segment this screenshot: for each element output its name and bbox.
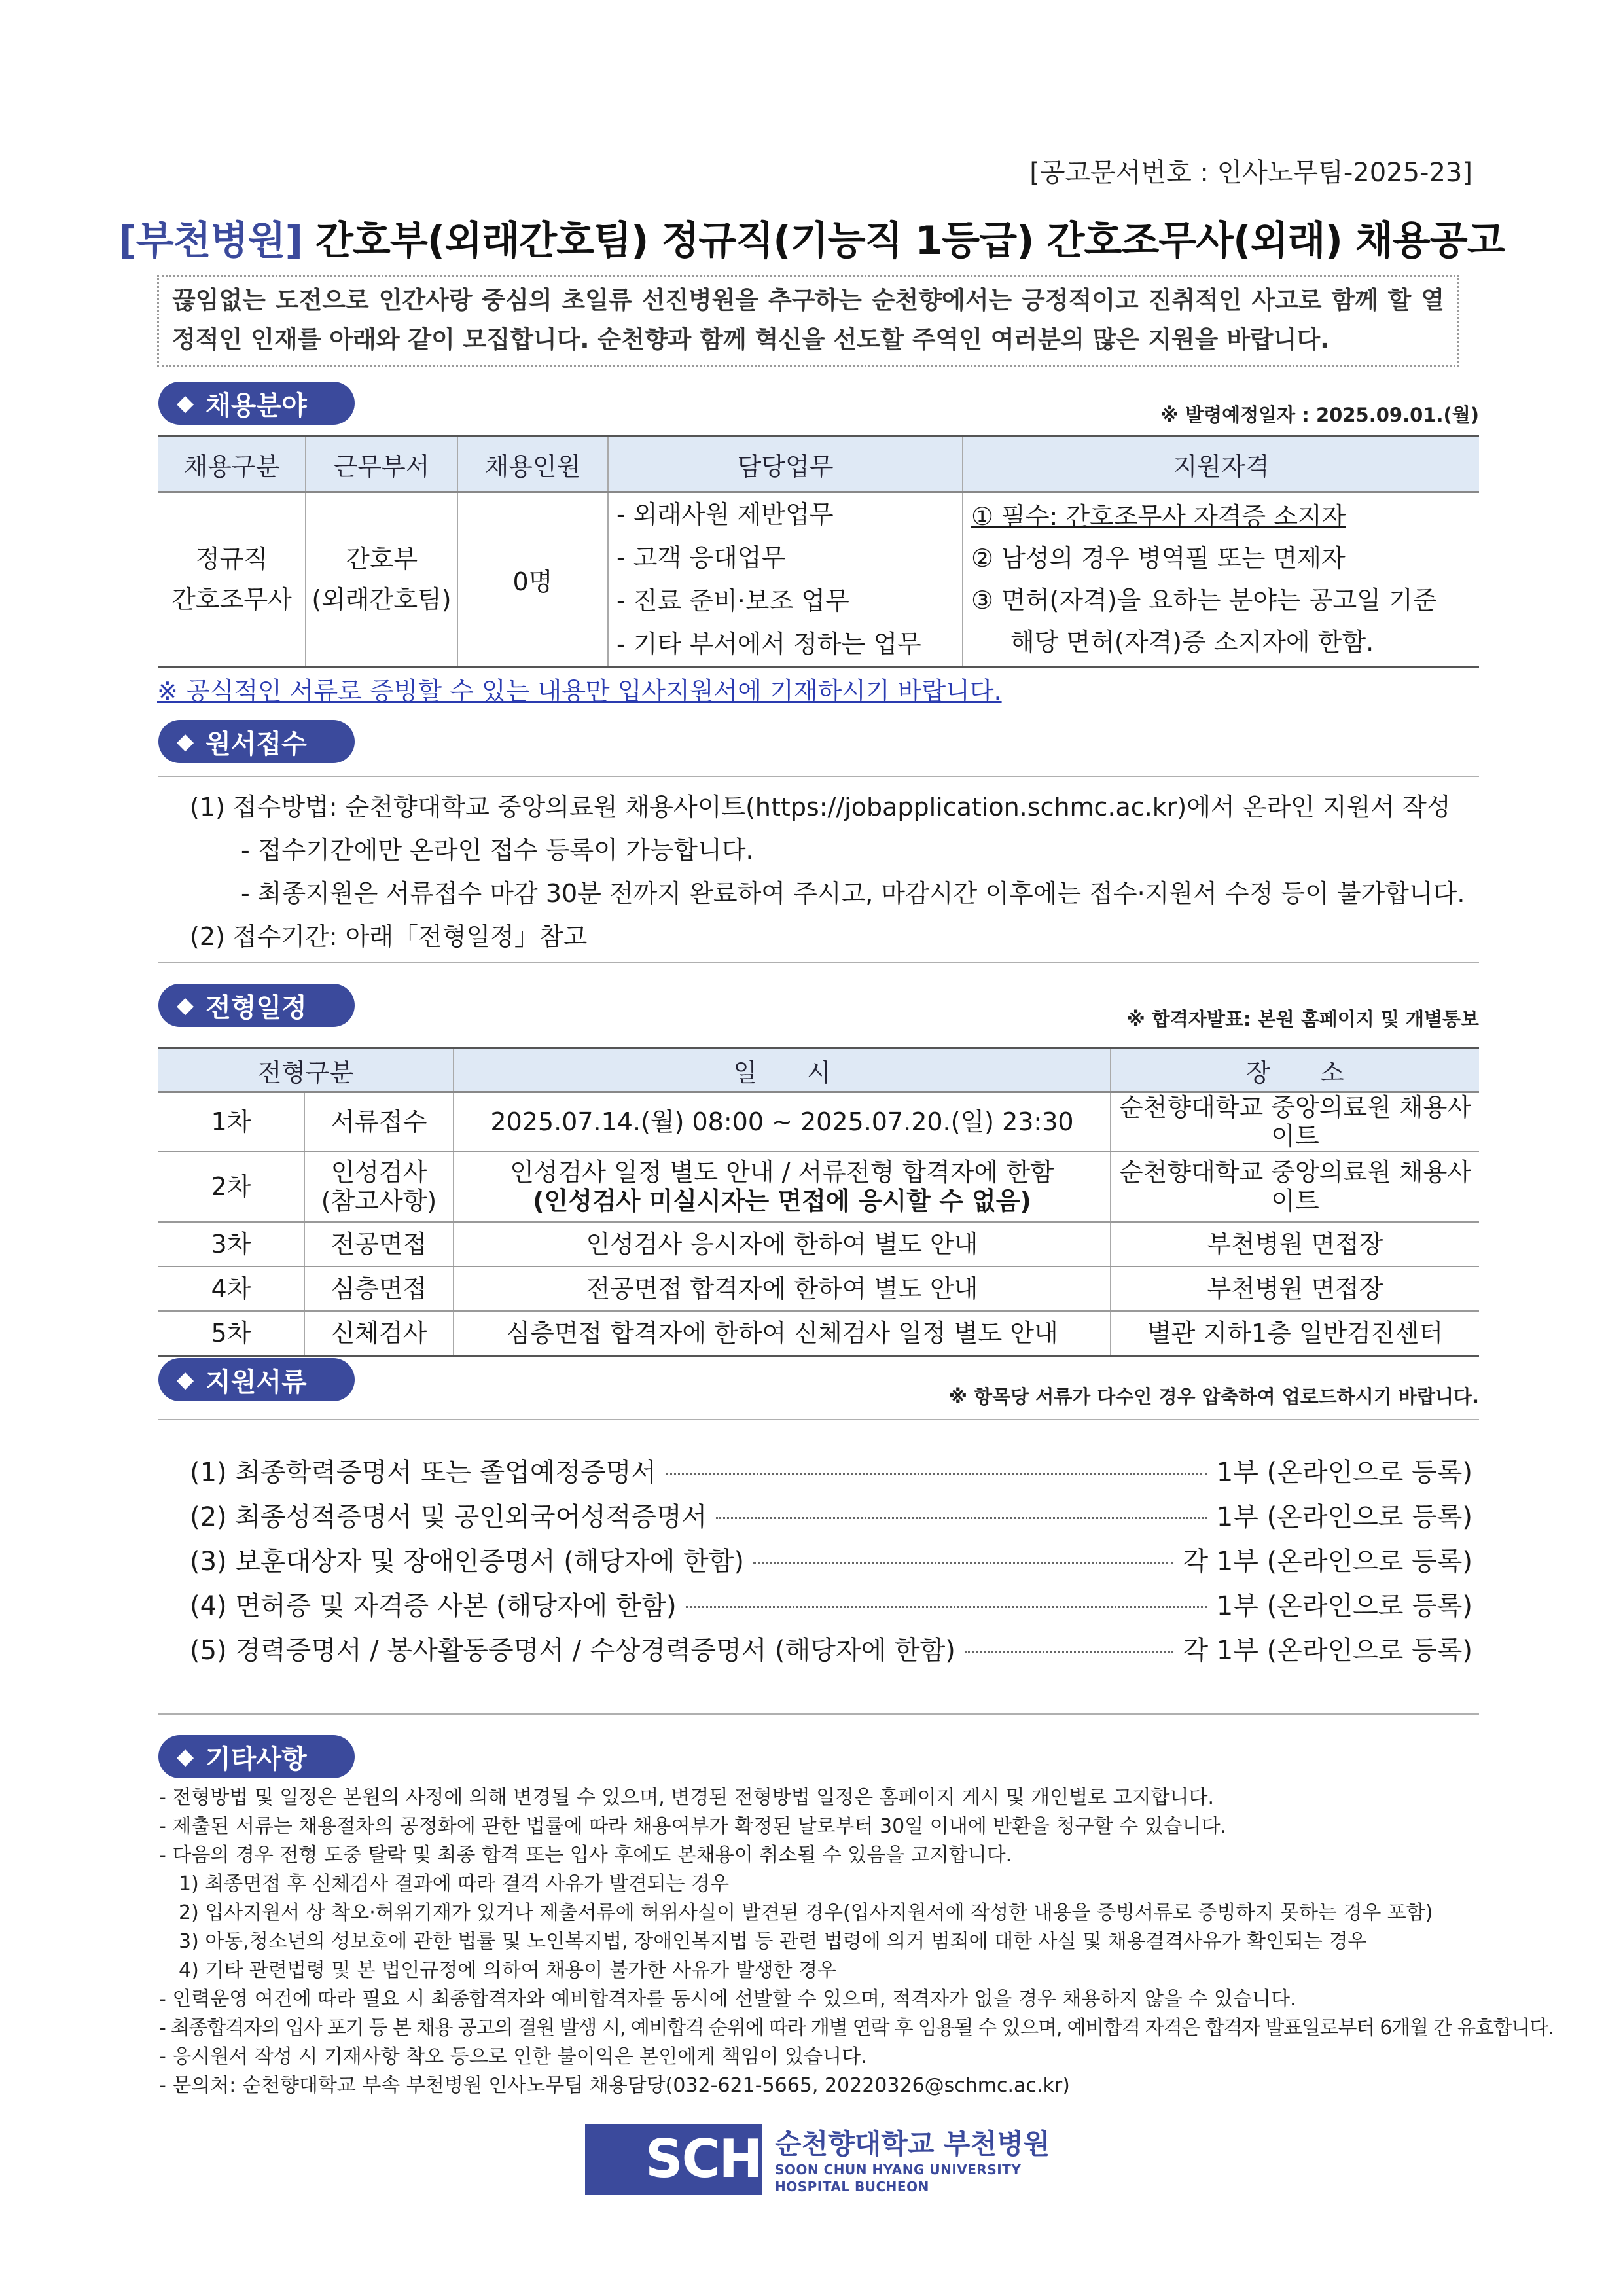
table-header-row	[158, 437, 1479, 492]
table-row: 5차 신체검사 심층면접 합격자에 한하여 신체검사 일정 별도 안내 별관 지하1층 일반검진센터	[158, 1311, 1479, 1356]
list-item: 4) 기타 관련법령 및 본 법인규정에 의하여 채용이 불가한 사유가 발생한 경우	[179, 1959, 837, 1982]
header-qualifications: 지원자격	[963, 437, 1479, 492]
table-row	[158, 492, 1479, 667]
list-item: (3) 보훈대상자 및 장애인증명서 (해당자에 한함) 각 1부 (온라인으로 등록)	[190, 1547, 1472, 1577]
list-item: (4) 면허증 및 자격증 사본 (해당자에 한함) 1부 (온라인으로 등록)	[190, 1591, 1472, 1621]
cell-qualifications: ① 필수: 간호조무사 자격증 소지자 ② 남성의 경우 병역필 또는 면제자 ③ 면허(자격)을 요하는 분야는 공고일 기준 해당 면허(자격)증 소지자에 한함.	[963, 492, 1479, 667]
logo-korean: 순천향대학교 부천병원	[775, 2128, 1050, 2160]
announcement-note: ※ 합격자발표: 본원 홈페이지 및 개별통보	[1126, 1008, 1479, 1030]
list-item: - 응시원서 작성 시 기재사항 착오 등으로 인한 불이익은 본인에게 책임이 있습니다.	[159, 2045, 867, 2068]
table-header-row	[158, 1049, 1479, 1092]
header-dept: 근무부서	[306, 437, 457, 492]
list-item: - 문의처: 순천향대학교 부속 부천병원 인사노무팀 채용담당(032-621-5665, 20220326@schmc.ac.kr)	[159, 2074, 1070, 2097]
application-details	[190, 785, 1465, 958]
list-item: - 다음의 경우 전형 도중 탈락 및 최종 합격 또는 입사 후에도 본채용이 취소될 수 있음을 고지합니다.	[159, 1844, 1012, 1867]
list-item: (5) 경력증명서 / 봉사활동증명서 / 수상경력증명서 (해당자에 한함) 각 1부 (온라인으로 등록)	[190, 1636, 1472, 1666]
diamond-icon: ◆	[177, 992, 194, 1018]
page-title	[0, 209, 1623, 266]
apply-note-1: - 접수기간에만 온라인 접수 등록이 가능합니다.	[241, 836, 754, 865]
header-datetime: 일 시	[454, 1049, 1111, 1092]
list-item: 1) 최종면접 후 신체검사 결과에 따라 결격 사유가 발견되는 경우	[179, 1873, 730, 1895]
compress-note: ※ 항목당 서류가 다수인 경우 압축하여 업로드하시기 바랍니다.	[948, 1386, 1479, 1408]
title-text: 간호부(외래간호팀) 정규직(기능직 1등급) 간호조무사(외래) 채용공고	[302, 218, 1505, 264]
schedule-table	[158, 1047, 1479, 1357]
list-item: - 인력운영 여건에 따라 필요 시 최종합격자와 예비합격자를 동시에 선발할 수 있으며, 적격자가 없을 경우 채용하지 않을 수 있습니다.	[159, 1988, 1296, 2011]
section-header-schedule: ◆ 전형일정	[158, 984, 355, 1027]
header-place: 장 소	[1111, 1049, 1479, 1092]
logo-mark: SCH	[585, 2124, 762, 2195]
header-type: 채용구분	[158, 437, 306, 492]
diamond-icon: ◆	[177, 1367, 194, 1393]
cell-count: 0명	[457, 492, 608, 667]
list-item: - 제출된 서류는 채용절차의 공정화에 관한 법률에 따라 채용여부가 확정된 날로부터 30일 이내에 반환을 청구할 수 있습니다.	[159, 1815, 1227, 1838]
header-stage: 전형구분	[158, 1049, 454, 1092]
title-hospital: [부천병원]	[118, 218, 303, 264]
table-row: 3차 전공면접 인성검사 응시자에 한하여 별도 안내 부천병원 면접장	[158, 1222, 1479, 1266]
table-row: 1차 서류접수 2025.07.14.(월) 08:00 ~ 2025.07.20.(일) 23:30 순천향대학교 중앙의료원 채용사이트	[158, 1092, 1479, 1152]
divider	[158, 1419, 1479, 1420]
doc-number: [공고문서번호 : 인사노무팀-2025-23]	[1029, 158, 1472, 188]
list-item: 2) 입사지원서 상 착오·허위기재가 있거나 제출서류에 허위사실이 발견된 경우(입사지원서에 작성한 내용을 증빙서류로 증빙하지 못하는 경우 포함)	[179, 1901, 1433, 1924]
table-row: 4차 심층면접 전공면접 합격자에 한하여 별도 안내 부천병원 면접장	[158, 1266, 1479, 1311]
diamond-icon: ◆	[177, 728, 194, 755]
document-list	[190, 1452, 1472, 1674]
section-header-recruit-field: ◆ 채용분야	[158, 382, 355, 425]
divider	[158, 962, 1479, 963]
list-item: 3) 아동,청소년의 성보호에 관한 법률 및 노인복지법, 장애인복지법 등 관련 법령에 의거 범죄에 대한 사실 및 채용결격사유가 확인되는 경우	[179, 1930, 1367, 1953]
header-count: 채용인원	[457, 437, 608, 492]
appointment-date-note: ※ 발령예정일자 : 2025.09.01.(월)	[1160, 404, 1479, 426]
apply-method: (1) 접수방법: 순천향대학교 중앙의료원 채용사이트(https://jobapplication.schmc.ac.kr)에서 온라인 지원서 작성	[190, 793, 1451, 821]
header-duties: 담당업무	[608, 437, 963, 492]
list-item: (2) 최종성적증명서 및 공인외국어성적증명서 1부 (온라인으로 등록)	[190, 1502, 1472, 1532]
cell-dept: 간호부 (외래간호팀)	[306, 492, 457, 667]
official-document-note: ※ 공식적인 서류로 증빙할 수 있는 내용만 입사지원서에 기재하시기 바랍니다.	[157, 677, 1002, 706]
diamond-icon: ◆	[177, 1744, 194, 1770]
section-header-misc: ◆ 기타사항	[158, 1735, 355, 1778]
section-header-application: ◆ 원서접수	[158, 720, 355, 763]
misc-notes	[159, 1784, 1554, 2100]
logo-english-2: HOSPITAL BUCHEON	[775, 2179, 929, 2195]
divider	[158, 1713, 1479, 1715]
divider	[158, 776, 1479, 777]
recruit-field-table	[158, 435, 1479, 668]
list-item: - 최종합격자의 입사 포기 등 본 채용 공고의 결원 발생 시, 예비합격 순위에 따라 개별 연락 후 임용될 수 있으며, 예비합격 자격은 합격자 발표일로부터 6개월 간 유효합니다.	[159, 2017, 1554, 2039]
cell-type: 정규직 간호조무사	[158, 492, 306, 667]
diamond-icon: ◆	[177, 390, 194, 416]
apply-note-2: - 최종지원은 서류접수 마감 30분 전까지 완료하여 주시고, 마감시간 이후에는 접수·지원서 수정 등이 불가합니다.	[241, 879, 1465, 908]
section-header-documents: ◆ 지원서류	[158, 1358, 355, 1401]
logo-english-1: SOON CHUN HYANG UNIVERSITY	[775, 2162, 1022, 2178]
cell-duties: - 외래사원 제반업무 - 고객 응대업무 - 진료 준비·보조 업무 - 기타 부서에서 정하는 업무	[608, 492, 963, 667]
list-item: (1) 최종학력증명서 또는 졸업예정증명서 1부 (온라인으로 등록)	[190, 1458, 1472, 1488]
list-item: - 전형방법 및 일정은 본원의 사정에 의해 변경될 수 있으며, 변경된 전형방법 일정은 홈페이지 게시 및 개인별로 고지합니다.	[159, 1786, 1215, 1809]
table-row: 2차 인성검사 (참고사항) 인성검사 일정 별도 안내 / 서류전형 합격자에 한함 (인성검사 미실시자는 면접에 응시할 수 없음) 순천향대학교 중앙의료원 채용사이트	[158, 1151, 1479, 1222]
intro-box: 끊임없는 도전으로 인간사랑 중심의 초일류 선진병원을 추구하는 순천향에서는 긍정적이고 진취적인 사고로 함께 할 열정적인 인재를 아래와 같이 모집합니다. 순천향과 함께 혁신을 선도할 주역인 여러분의 많은 지원을 바랍니다.	[157, 275, 1459, 367]
apply-period: (2) 접수기간: 아래「전형일정」참고	[190, 922, 588, 951]
